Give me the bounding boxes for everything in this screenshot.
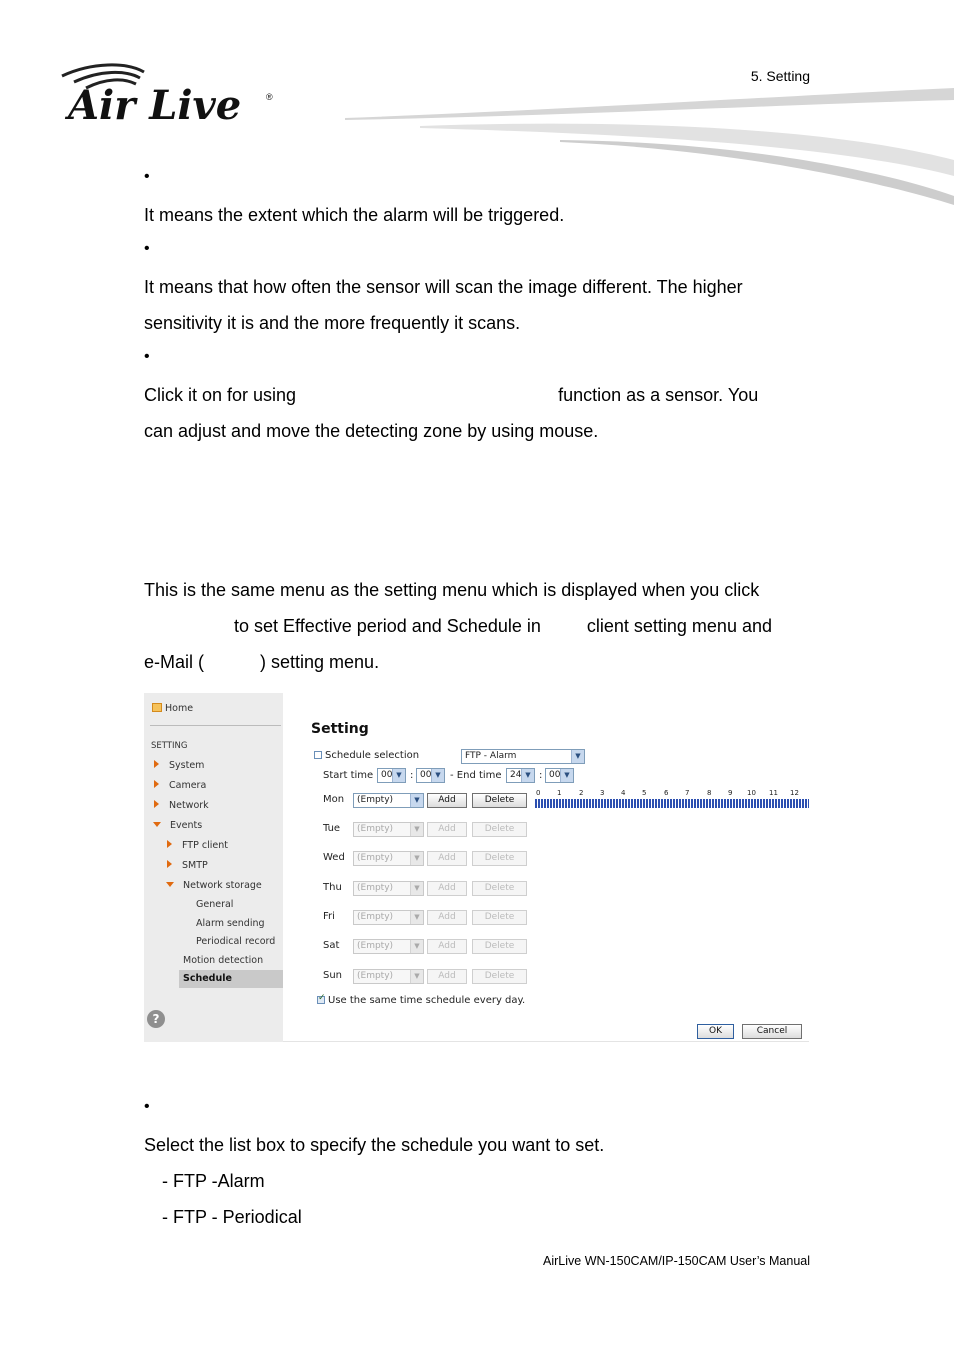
chevron-down-icon: ▼ bbox=[410, 823, 423, 836]
cancel-button[interactable]: Cancel bbox=[742, 1024, 802, 1039]
delete-button-sat[interactable]: Delete bbox=[472, 939, 527, 954]
sidebar-item-system[interactable]: System bbox=[154, 760, 204, 771]
bullet: • bbox=[144, 240, 150, 257]
chevron-down-icon: ▼ bbox=[560, 769, 573, 782]
sidebar-item-motion-detection[interactable]: Motion detection bbox=[183, 955, 264, 966]
day-label-mon: Mon bbox=[323, 794, 345, 805]
sidebar-item-ftp-client[interactable]: FTP client bbox=[167, 840, 228, 851]
timeline-tick: 11 bbox=[769, 789, 778, 797]
chevron-right-icon bbox=[167, 840, 172, 848]
settings-sidebar bbox=[144, 693, 283, 1042]
sidebar-item-events[interactable]: Events bbox=[153, 820, 202, 831]
help-icon[interactable]: ? bbox=[147, 1010, 165, 1028]
timeline-tick: 8 bbox=[707, 789, 712, 797]
timeline-tick: 1 bbox=[557, 789, 562, 797]
schedule-selection-select[interactable]: FTP - Alarm ▼ bbox=[461, 749, 585, 764]
timeline-tick: 0 bbox=[536, 789, 541, 797]
timeline-tick: 3 bbox=[600, 789, 605, 797]
timeline-tick: 2 bbox=[579, 789, 584, 797]
day-select-tue[interactable]: (Empty) ▼ bbox=[353, 822, 424, 837]
chevron-down-icon bbox=[166, 882, 174, 887]
settings-title: Setting bbox=[311, 721, 369, 737]
add-button-fri[interactable]: Add bbox=[427, 910, 467, 925]
same-schedule-checkbox[interactable]: ✓Use the same time schedule every day. bbox=[317, 995, 525, 1006]
wifi-arcs-icon bbox=[52, 60, 282, 130]
sidebar-item-network-storage[interactable]: Network storage bbox=[166, 880, 262, 891]
list-item-ftp-alarm: - FTP -Alarm bbox=[162, 1171, 265, 1191]
text-fragment: function as a sensor. You bbox=[558, 385, 759, 405]
timeline-tick: 10 bbox=[747, 789, 756, 797]
chevron-right-icon bbox=[167, 860, 172, 868]
paragraph-schedule-3 bbox=[144, 651, 379, 673]
paragraph-select-list: Select the list box to specify the schedule you want to set. bbox=[144, 1135, 605, 1155]
chevron-down-icon: ▼ bbox=[521, 769, 534, 782]
add-button-thu[interactable]: Add bbox=[427, 881, 467, 896]
timeline-tick: 6 bbox=[664, 789, 669, 797]
sidebar-heading-setting: SETTING bbox=[151, 741, 188, 751]
sidebar-item-alarm-sending[interactable]: Alarm sending bbox=[196, 918, 265, 929]
day-label-fri: Fri bbox=[323, 911, 335, 922]
text-fragment: to set Effective period and Schedule in bbox=[234, 616, 541, 636]
delete-button-tue[interactable]: Delete bbox=[472, 822, 527, 837]
start-minute-select[interactable]: 00 ▼ bbox=[416, 768, 445, 783]
text-fragment: e-Mail ( bbox=[144, 652, 205, 672]
checkbox-checked-icon bbox=[317, 996, 325, 1004]
sidebar-item-smtp[interactable]: SMTP bbox=[167, 860, 208, 871]
chevron-down-icon: ▼ bbox=[392, 769, 405, 782]
paragraph-motion-1 bbox=[144, 384, 758, 406]
text-fragment: Click it on for using bbox=[144, 385, 297, 405]
chevron-right-icon bbox=[154, 800, 159, 808]
bullet: • bbox=[144, 1098, 150, 1115]
timeline-tick: 9 bbox=[728, 789, 733, 797]
paragraph-sensitivity-2: sensitivity it is and the more frequently it scans. bbox=[144, 313, 521, 333]
start-hour-select[interactable]: 00 ▼ bbox=[377, 768, 406, 783]
ok-button[interactable]: OK bbox=[697, 1024, 734, 1039]
end-minute-select[interactable]: 00 ▼ bbox=[545, 768, 574, 783]
chevron-down-icon: ▼ bbox=[410, 882, 423, 895]
chevron-down-icon: ▼ bbox=[410, 970, 423, 983]
add-button-wed[interactable]: Add bbox=[427, 851, 467, 866]
chevron-down-icon bbox=[153, 822, 161, 827]
delete-button-mon[interactable]: Delete bbox=[472, 793, 527, 808]
airlive-logo bbox=[52, 60, 282, 130]
day-label-wed: Wed bbox=[323, 852, 345, 863]
footer-manual-title: AirLive WN-150CAM/IP-150CAM User’s Manual bbox=[543, 1254, 810, 1268]
chevron-right-icon bbox=[154, 780, 159, 788]
day-select-mon[interactable]: (Empty) ▼ bbox=[353, 793, 424, 808]
day-label-sat: Sat bbox=[323, 940, 340, 951]
sidebar-item-periodical-record[interactable]: Periodical record bbox=[196, 936, 276, 947]
day-select-sun[interactable]: (Empty) ▼ bbox=[353, 969, 424, 984]
day-select-sat[interactable]: (Empty) ▼ bbox=[353, 939, 424, 954]
sidebar-item-general[interactable]: General bbox=[196, 899, 234, 910]
svg-text:®: ® bbox=[266, 92, 273, 102]
timeline-tick: 5 bbox=[642, 789, 647, 797]
delete-button-thu[interactable]: Delete bbox=[472, 881, 527, 896]
home-link[interactable]: Home bbox=[152, 703, 193, 714]
chevron-down-icon: ▼ bbox=[410, 940, 423, 953]
home-icon bbox=[152, 703, 162, 712]
add-button-tue[interactable]: Add bbox=[427, 822, 467, 837]
start-time-label: Start time bbox=[323, 770, 374, 781]
paragraph-motion-2: can adjust and move the detecting zone by using mouse. bbox=[144, 421, 599, 441]
day-select-wed[interactable]: (Empty) ▼ bbox=[353, 851, 424, 866]
paragraph-schedule-2 bbox=[234, 615, 772, 637]
chevron-down-icon: ▼ bbox=[410, 794, 423, 807]
day-label-tue: Tue bbox=[323, 823, 341, 834]
paragraph-schedule-1: This is the same menu as the setting menu which is displayed when you click bbox=[144, 580, 760, 600]
add-button-mon[interactable]: Add bbox=[427, 793, 467, 808]
sidebar-item-schedule[interactable]: Schedule bbox=[183, 973, 232, 984]
schedule-settings-screenshot bbox=[144, 693, 809, 1042]
timeline-tick: 12 bbox=[790, 789, 799, 797]
paragraph-sensitivity-1: It means that how often the sensor will scan the image different. The higher bbox=[144, 277, 743, 297]
svg-text:Air Live: Air Live bbox=[68, 82, 242, 129]
delete-button-wed[interactable]: Delete bbox=[472, 851, 527, 866]
text-fragment: ) setting menu. bbox=[260, 652, 380, 672]
day-label-sun: Sun bbox=[323, 970, 343, 981]
list-item-ftp-periodical: - FTP - Periodical bbox=[162, 1207, 302, 1227]
add-button-sun[interactable]: Add bbox=[427, 969, 467, 984]
section-label: 5. Setting bbox=[750, 68, 810, 84]
sidebar-item-camera[interactable]: Camera bbox=[154, 780, 206, 791]
sidebar-item-network[interactable]: Network bbox=[154, 800, 209, 811]
end-hour-select[interactable]: 24 ▼ bbox=[506, 768, 535, 783]
bullet: • bbox=[144, 168, 150, 185]
delete-button-fri[interactable]: Delete bbox=[472, 910, 527, 925]
sidebar-divider bbox=[150, 725, 281, 726]
schedule-timeline-bar[interactable] bbox=[535, 799, 809, 808]
chevron-right-icon bbox=[154, 760, 159, 768]
bullet: • bbox=[144, 348, 150, 365]
day-select-fri[interactable]: (Empty) ▼ bbox=[353, 910, 424, 925]
timeline-tick: 7 bbox=[685, 789, 690, 797]
end-time-label: - End time bbox=[450, 770, 502, 781]
day-select-thu[interactable]: (Empty) ▼ bbox=[353, 881, 424, 896]
time-colon: : bbox=[539, 770, 543, 781]
timeline-tick: 4 bbox=[621, 789, 626, 797]
chevron-down-icon: ▼ bbox=[410, 911, 423, 924]
chevron-down-icon: ▼ bbox=[410, 852, 423, 865]
chevron-down-icon: ▼ bbox=[571, 750, 584, 763]
add-button-sat[interactable]: Add bbox=[427, 939, 467, 954]
time-colon: : bbox=[410, 770, 414, 781]
schedule-selection-checkbox[interactable]: Schedule selection bbox=[314, 750, 419, 761]
chevron-down-icon: ▼ bbox=[431, 769, 444, 782]
paragraph-alarm-level: It means the extent which the alarm will be triggered. bbox=[144, 205, 565, 225]
text-fragment: client setting menu and bbox=[586, 616, 772, 636]
delete-button-sun[interactable]: Delete bbox=[472, 969, 527, 984]
checkbox-icon bbox=[314, 751, 322, 759]
day-label-thu: Thu bbox=[323, 882, 342, 893]
